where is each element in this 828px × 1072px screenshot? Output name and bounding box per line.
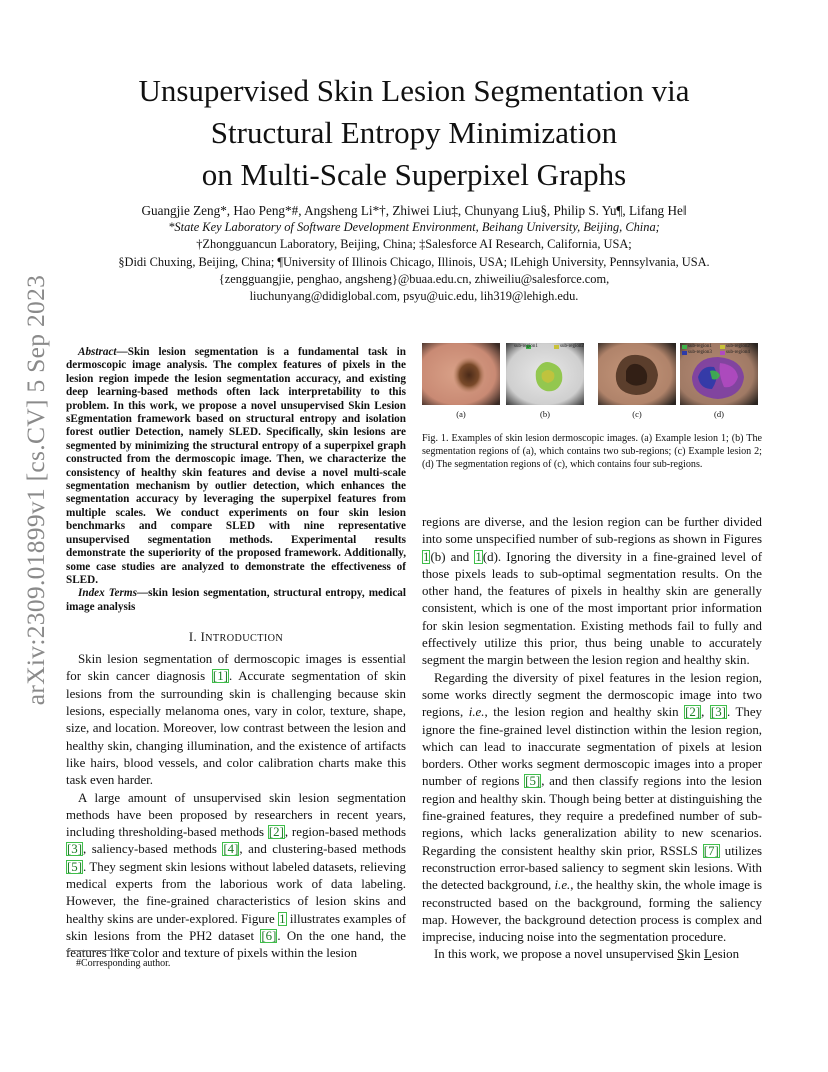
section-title-rest: NTRODUCTION <box>205 633 284 645</box>
figure-1 <box>422 343 762 421</box>
affiliation-1: *State Key Laboratory of Software Development Environment, Beihang University, Beijing, China; <box>168 220 660 235</box>
text-run: , <box>701 705 710 720</box>
left-column <box>66 346 406 962</box>
intro-paragraph-2 <box>66 790 406 963</box>
text-run: (b) and <box>430 549 475 564</box>
email-line-1: {zengguangjie, penghao, angsheng}@buaa.edu.cn, zhiweiliu@salesforce.com, <box>218 271 610 286</box>
legend-d-3: sub-region3 <box>688 350 712 355</box>
text-run: regions are diverse, and the lesion region can be further divided into some unspecified number of sub-regions as shown in Figures <box>422 515 762 547</box>
figure-link[interactable]: 1 <box>423 549 430 564</box>
text-run: S <box>677 947 685 962</box>
panel-label-c: (c) <box>632 409 642 419</box>
text-run: L <box>703 947 712 962</box>
email-line-2: liuchunyang@didiglobal.com, psyu@uic.edu, lih319@lehigh.edu. <box>249 289 579 304</box>
citation-link[interactable]: [4] <box>223 842 239 857</box>
panel-label-d: (d) <box>714 409 724 419</box>
title-line-3: on Multi-Scale Superpixel Graphs <box>201 157 627 192</box>
text-run: utilizes reconstruction error-based saliency to segment skin lesions. With the detected background, <box>422 843 762 893</box>
right-paragraph-2 <box>422 670 762 947</box>
text-run: , the healthy skin, the whole image is reconstructed based on the background, forming the saliency map. However, the background detection process is complex and imprecise, inducing noise into the segmentation procedure. <box>422 878 762 945</box>
panel-label-a: (a) <box>456 409 466 419</box>
citation-link[interactable]: [2] <box>268 825 284 840</box>
legend-d-1: sub-region1 <box>688 344 712 349</box>
text-run: Skin lesion segmentation of dermoscopic images is essential for skin cancer diagnosis <box>66 652 406 684</box>
text-run: , the lesion region and healthy skin <box>484 705 685 720</box>
text-run: , and clustering-based methods <box>239 842 406 857</box>
text-run: (d). Ignoring the diversity in a fine-grained level of those pixels leads to sub-optimal segmentation results. On the other hand, the features of pixels in healthy skin are generally consistent, which is one of the most important prior information for skin lesion segmentation. Existing methods fail to fully and effectively utilize this prior, thus being unable to accurately segment the margin between the lesion region and healthy skin. <box>422 549 763 668</box>
text-run: , and then classify regions into the lesion region and healthy skin. Though being better at distinguishing the fine-grained features, they require a predefined number of sub-regions, which lacks generalization ability to new scenarios. Regarding the consistent healthy skin prior, RSSLS <box>422 774 762 858</box>
lesion-image-a <box>422 343 500 405</box>
citation-link[interactable]: [6] <box>261 928 277 943</box>
abstract-text: —Skin lesion segmentation is a fundamental task in dermoscopic image analysis. The complex features of pixels in the lesion region impede the lesion segmentation accuracy, and existing deep learning-based methods often lack interpretability to this problem. In this work, we propose a novel unsupervised Skin Lesion sEgmentation framework based on structural entropy and isolation forest outlier Detection, namely SLED. Specifically, skin lesions are segmented by minimizing the structural entropy of a superpixel graph constructed from the dermoscopic image. Then, we characterize the consistency of healthy skin features and devise a novel multi-scale segmentation mechanism by outlier detection, which enhances the segmentation accuracy by leveraging the superpixel features from multiple scales. We conduct experiments on four skin lesion benchmarks and compare SLED with nine representative unsupervised segmentation methods. Experimental results demonstrate the superiority of the proposed framework. Additionally, some case studies are analyzed to demonstrate the effectiveness of SLED. <box>66 346 406 586</box>
text-run: In this work, we propose a novel unsupervised <box>434 947 678 962</box>
footnote-rule <box>66 950 136 951</box>
panel-label-b: (b) <box>540 409 550 419</box>
figure-link[interactable]: 1 <box>279 911 286 926</box>
right-paragraph-1 <box>422 514 762 670</box>
citation-link[interactable]: [1] <box>212 669 228 684</box>
legend-d-2: sub-region2 <box>726 344 750 349</box>
affiliation-2: †Zhongguancun Laboratory, Beijing, China; ‡Salesforce AI Research, California, USA; <box>196 237 632 252</box>
title-line-1: Unsupervised Skin Lesion Segmentation via <box>138 73 690 108</box>
legend-b-2: sub-region2 <box>560 344 584 349</box>
section-heading-introduction <box>66 630 406 645</box>
legend-b-1: sub-region1 <box>514 344 538 349</box>
text-run: esion <box>711 947 740 962</box>
text-run: i.e. <box>554 878 571 893</box>
text-run: Regarding the diversity of pixel features in the lesion region, some works directly segment the dermoscopic image into two regions, <box>422 670 762 720</box>
figure-link[interactable]: 1 <box>475 549 482 564</box>
text-run: illustrates examples of skin lesions from the PH2 dataset <box>66 911 406 943</box>
text-run: A large amount of unsupervised skin lesion segmentation methods have been proposed by researchers in recent years, including thresholding-based methods <box>66 790 406 840</box>
author-names: Guangjie Zeng*, Hao Peng*#, Angsheng Li*†, Zhiwei Liu‡, Chunyang Liu§, Philip S. Yu¶, Lifang He‖ <box>141 203 687 218</box>
citation-link[interactable]: [2] <box>685 705 701 720</box>
citation-link[interactable]: [3] <box>67 842 83 857</box>
affiliation-3: §Didi Chuxing, Beijing, China; ¶University of Illinois Chicago, Illinois, USA; ‖Lehigh University, Pennsylvania, USA. <box>118 254 710 269</box>
section-title-first: I <box>200 630 206 645</box>
footnote: #Corresponding author. <box>76 958 171 969</box>
legend-d-4: sub-region4 <box>726 350 750 355</box>
arxiv-id: arXiv:2309.01899v1 [cs.CV] 5 Sep 2023 <box>21 274 50 706</box>
figure-caption: Fig. 1. Examples of skin lesion dermoscopic images. (a) Example lesion 1; (b) The segmentation regions of (a), which contains two sub-regions; (c) Example lesion 2; (d) The segmentation regions of (c), which contains four sub-regions. <box>422 433 762 470</box>
segmentation-image-b <box>506 343 584 405</box>
title-line-2: Structural Entropy Minimization <box>210 115 618 150</box>
figure-panel-c <box>598 343 676 405</box>
citation-link[interactable]: [5] <box>525 774 541 789</box>
text-run: . On the one hand, the features like color and texture of pixels within the lesion <box>66 928 407 961</box>
arxiv-watermark <box>16 274 56 706</box>
author-block <box>60 202 768 305</box>
text-run: . Accurate segmentation of skin lesions from the surrounding skin is challenging because skin lesions, especially melanoma ones, vary in color, texture, shape, size, and location. Moreover, low contrast between the lesion and healthy skin, changing illumination, and the existence of artifacts like hairs, blood vessels, and color calibration charts make this task even harder. <box>66 669 406 788</box>
text-run: , saliency-based methods <box>83 842 223 857</box>
text-run: , region-based methods <box>284 825 406 840</box>
text-run: i.e. <box>468 705 485 720</box>
abstract-lead: Abstract <box>78 346 117 358</box>
index-terms <box>66 587 406 614</box>
text-run: . They ignore the fine-grained level distinction within the lesion region, which can lead to inaccurate segmentation of pixels at lesion borders. Other works segment dermoscopic images into a proper number of regions <box>422 705 762 789</box>
lesion-image-c <box>598 343 676 405</box>
index-terms-lead: Index Terms <box>78 587 137 600</box>
text-run: kin <box>684 947 704 962</box>
intro-left-text <box>66 651 406 962</box>
citation-link[interactable]: [5] <box>67 859 83 874</box>
right-paragraph-3 <box>422 946 762 963</box>
index-terms-text: —skin lesion segmentation, structural entropy, medical image analysis <box>66 587 406 613</box>
citation-link[interactable]: [3] <box>710 705 726 720</box>
paper-title <box>80 70 748 196</box>
right-column <box>422 514 762 964</box>
abstract <box>66 346 406 587</box>
text-run: . They segment skin lesions without labeled datasets, relieving medical experts from the laborious work of data labeling. However, the fine-grained characteristics of lesion skins and healthy skins are under-explored. Figure <box>66 859 406 926</box>
citation-link[interactable]: [7] <box>703 843 719 858</box>
figure-panel-a <box>422 343 500 405</box>
intro-paragraph-1 <box>66 651 406 789</box>
figure-panel-b <box>506 343 584 405</box>
section-number: I. <box>188 630 197 645</box>
